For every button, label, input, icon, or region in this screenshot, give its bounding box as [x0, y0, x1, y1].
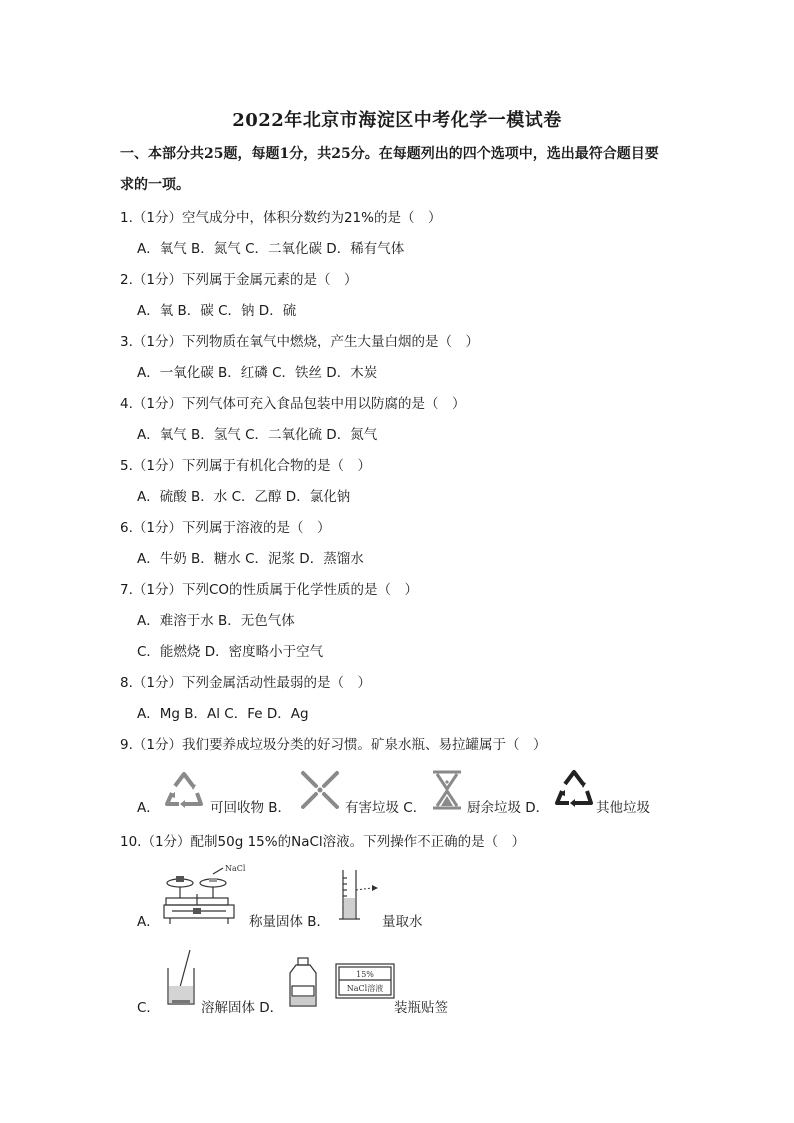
question-1-options: A．氧气 B．氮气 C．二氧化碳 D．稀有气体 [137, 241, 405, 257]
question-5-stem: 5.（1分）下列属于有机化合物的是（ ） [120, 458, 371, 474]
question-5-options: A．硫酸 B．水 C．乙醇 D．氯化钠 [137, 489, 351, 505]
q9-option-a-letter: A． [137, 800, 160, 816]
question-7-options-row-1: A．难溶于水 B．无色气体 [137, 613, 295, 629]
question-6-stem: 6.（1分）下列属于溶液的是（ ） [120, 520, 331, 536]
question-2-options: A．氧 B．碳 C．钠 D．硫 [137, 303, 297, 319]
question-8-options: A．Mg B．Al C．Fe D．Ag [137, 706, 309, 722]
question-7-stem: 7.（1分）下列CO的性质属于化学性质的是（ ） [120, 582, 419, 598]
label-line-1: 15% [356, 970, 374, 979]
q10-option-a-label: 称量固体 B． [249, 914, 331, 930]
q10-option-d-label: 装瓶贴签 [394, 1000, 448, 1016]
question-7-options-row-2: C．能燃烧 D．密度略小于空气 [137, 644, 324, 660]
page-title: 2022年北京市海淀区中考化学一模试卷 [232, 110, 562, 131]
q10-option-c-letter: C． [137, 1000, 160, 1016]
recyclable-icon [163, 771, 205, 809]
bottle-labeling-illustration [289, 956, 397, 1012]
question-3-stem: 3.（1分）下列物质在氧气中燃烧，产生大量白烟的是（ ） [120, 334, 479, 350]
other-waste-icon [553, 769, 595, 809]
graduated-cylinder-illustration [338, 866, 380, 926]
hazardous-waste-icon [299, 769, 341, 811]
question-10-stem: 10.（1分）配制50g 15%的NaCl溶液。下列操作不正确的是（ ） [120, 834, 526, 850]
section-instruction-line-2: 求的一项。 [120, 177, 190, 193]
q10-option-c-label: 溶解固体 D． [201, 1000, 284, 1016]
kitchen-waste-icon [430, 769, 464, 811]
q10-option-b-label: 量取水 [382, 914, 423, 930]
label-line-2: NaCl溶液 [346, 984, 384, 993]
question-6-options: A．牛奶 B．糖水 C．泥浆 D．蒸馏水 [137, 551, 364, 567]
question-1-stem: 1.（1分）空气成分中，体积分数约为21%的是（ ） [120, 210, 442, 226]
question-4-options: A．氧气 B．氢气 C．二氧化硫 D．氮气 [137, 427, 378, 443]
question-3-options: A．一氧化碳 B．红磷 C．铁丝 D．木炭 [137, 365, 378, 381]
q9-option-a-label: 可回收物 B． [210, 800, 292, 816]
q10-option-a-letter: A． [137, 914, 160, 930]
question-9-stem: 9.（1分）我们要养成垃圾分类的好习惯。矿泉水瓶、易拉罐属于（ ） [120, 737, 547, 753]
section-instruction-line-1: 一、本部分共25题，每题1分，共25分。在每题列出的四个选项中，选出最符合题目要 [120, 146, 659, 162]
q9-option-b-label: 有害垃圾 C． [345, 800, 427, 816]
question-2-stem: 2.（1分）下列属于金属元素的是（ ） [120, 272, 358, 288]
nacl-tag: NaCl [225, 864, 246, 873]
question-4-stem: 4.（1分）下列气体可充入食品包装中用以防腐的是（ ） [120, 396, 466, 412]
balance-scale-illustration [160, 864, 250, 928]
question-8-stem: 8.（1分）下列金属活动性最弱的是（ ） [120, 675, 371, 691]
q9-option-c-label: 厨余垃圾 D． [467, 800, 550, 816]
beaker-stirring-illustration [163, 948, 199, 1010]
q9-option-d-label: 其他垃圾 [596, 800, 650, 816]
